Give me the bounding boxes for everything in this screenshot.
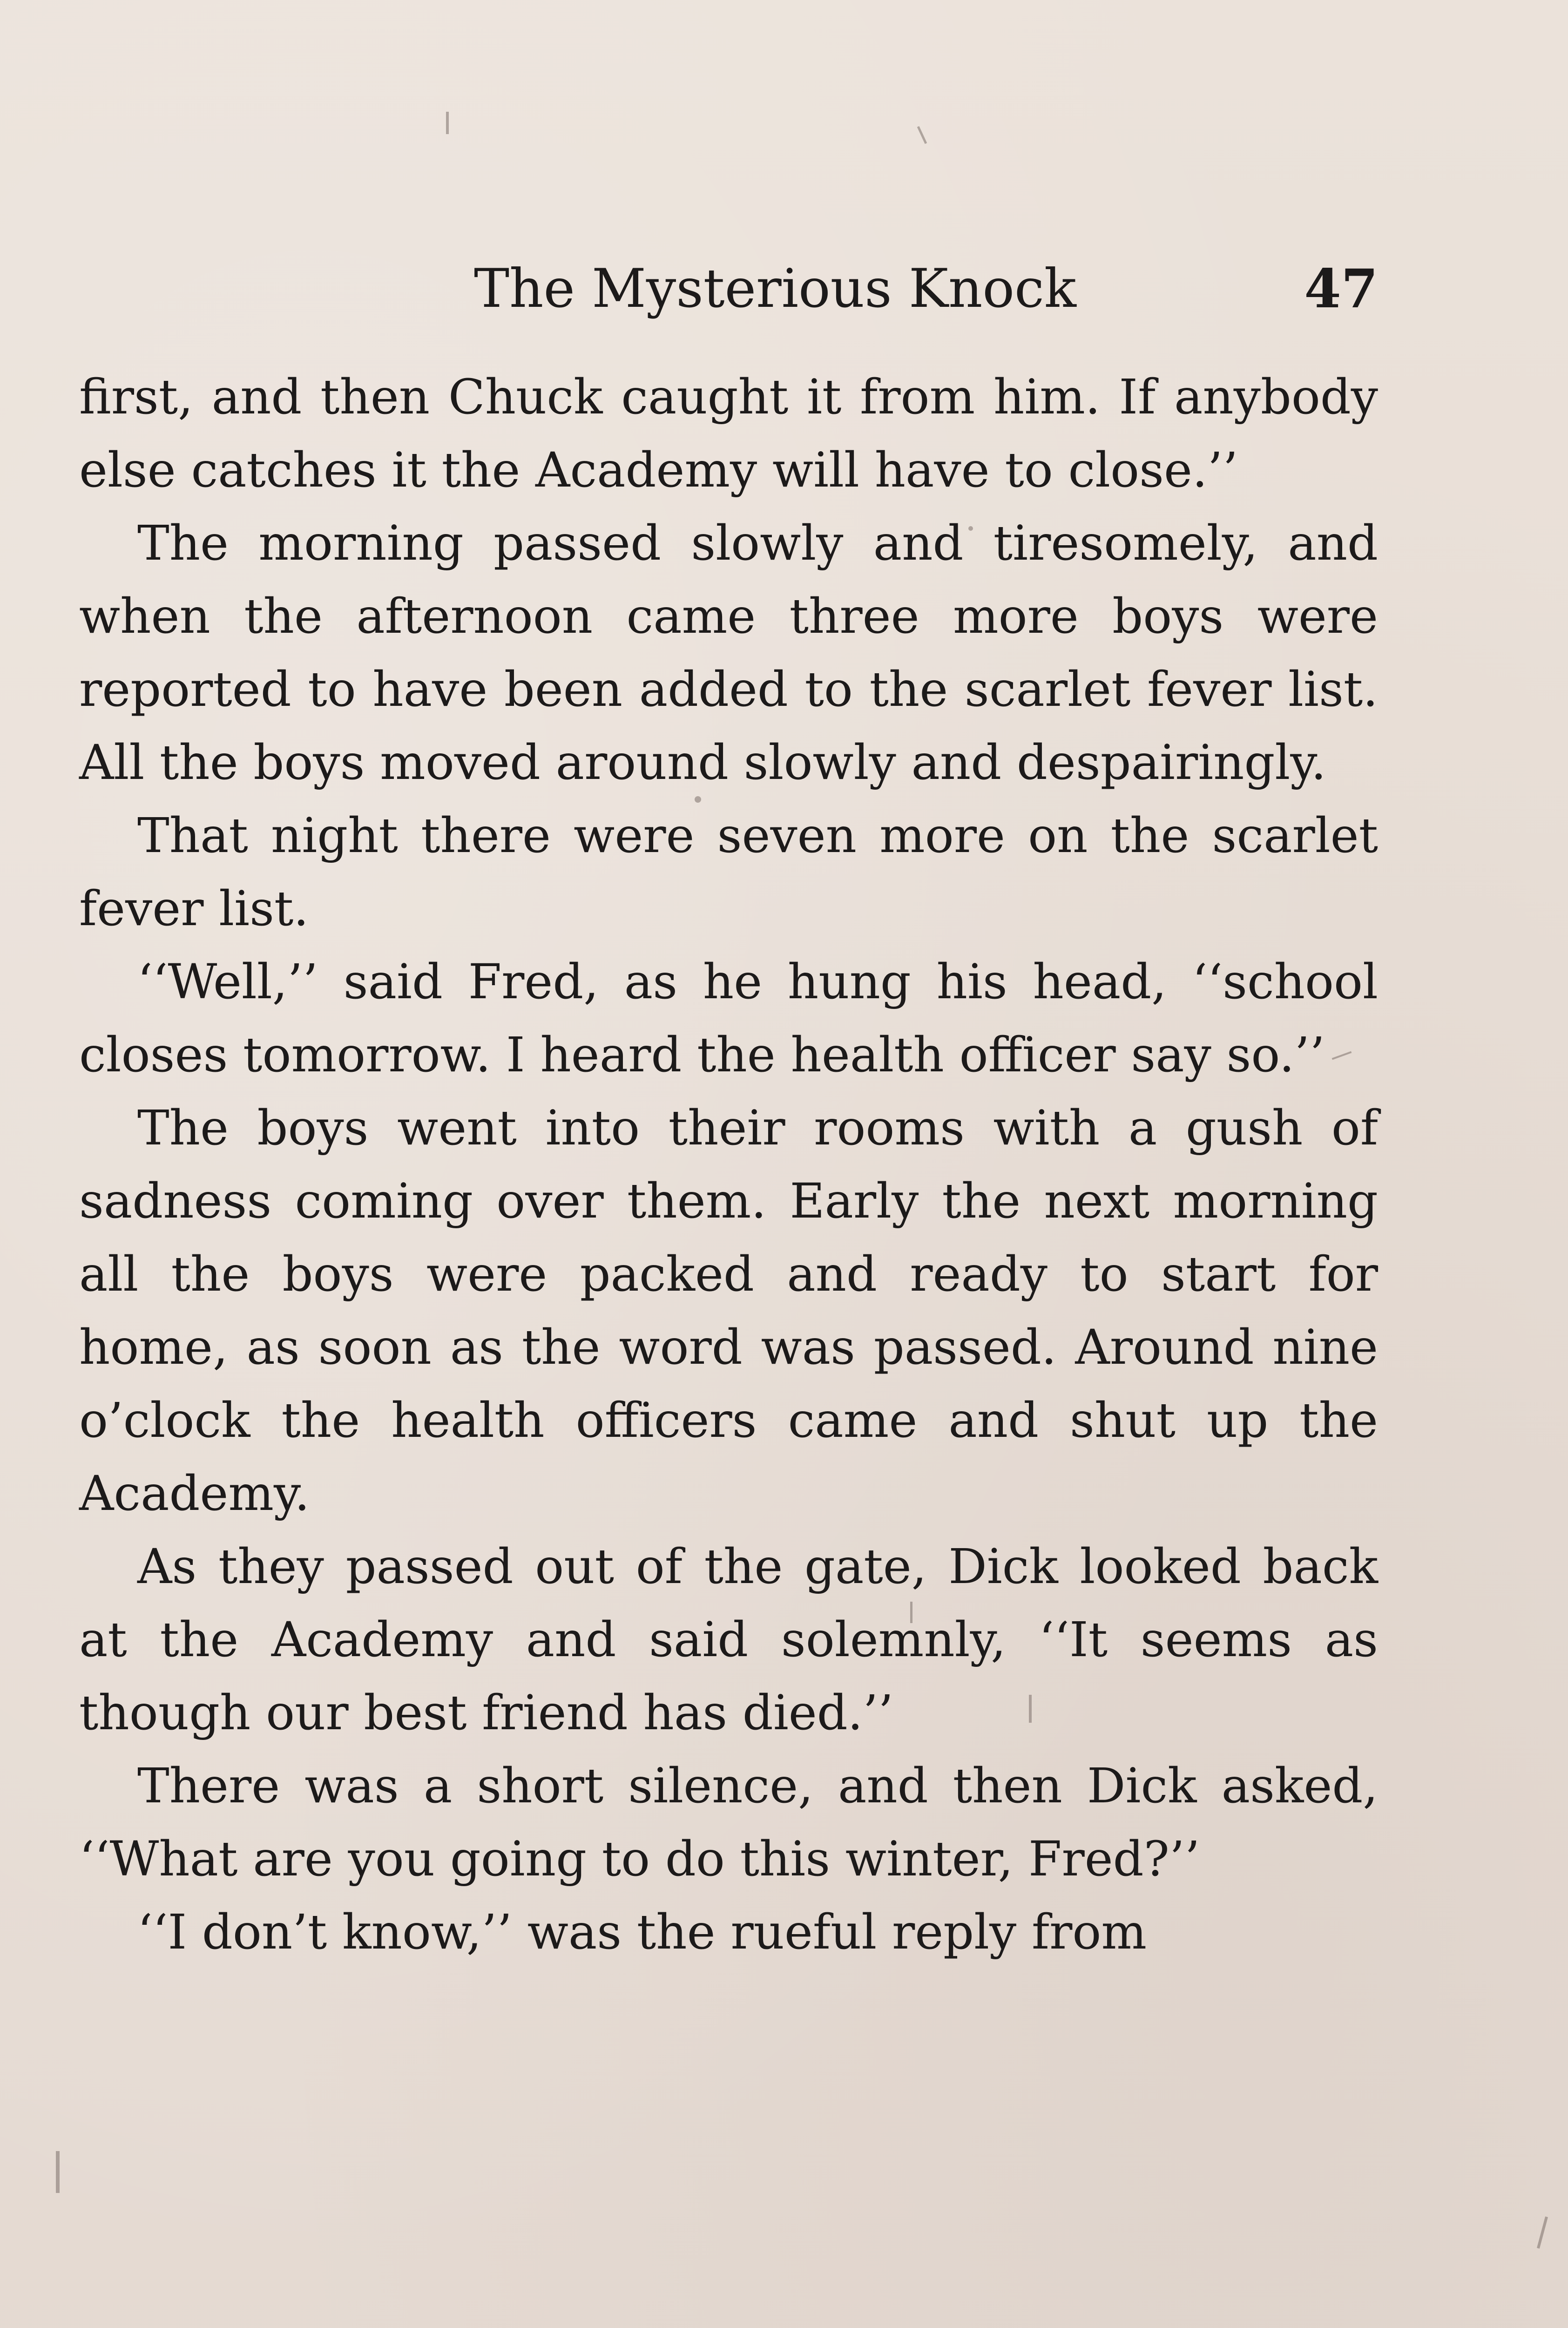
running-title: The Mysterious Knock bbox=[474, 257, 1076, 319]
paper-fleck bbox=[1537, 2216, 1548, 2248]
paper-fleck bbox=[917, 126, 927, 144]
body-text bbox=[79, 361, 1378, 1969]
paragraph: That night there were seven more on the scarlet fever list. bbox=[79, 808, 1378, 937]
paragraph: ‘‘I don’t know,’’ was the rueful reply from bbox=[137, 1904, 1147, 1960]
paragraph: The morning passed slowly and tiresomely, and when the afternoon came three more boys were reported to have been added to the scarlet fever list. All the boys moved around slowly and despairingly. bbox=[79, 515, 1378, 791]
paragraph: There was a short silence, and then Dick asked, ‘‘What are you going to do this winter, Fred?’’ bbox=[79, 1758, 1378, 1887]
paragraph: ‘‘Well,’’ said Fred, as he hung his head, ‘‘school closes tomorrow. I heard the health officer say so.’’ bbox=[79, 954, 1378, 1083]
paper-fleck bbox=[56, 2151, 60, 2193]
paragraph: first, and then Chuck caught it from him. If anybody else catches it the Academy will have to close.’’ bbox=[79, 369, 1378, 498]
paragraph: The boys went into their rooms with a gush of sadness coming over them. Early the next morning all the boys were packed and ready to start for home, as soon as the word was passed. Around nine o’clock the health officers came and shut up the Academy. bbox=[79, 1100, 1378, 1522]
paper-fleck bbox=[446, 112, 449, 134]
paragraph: As they passed out of the gate, Dick looked back at the Academy and said solemnly, ‘‘It seems as though our best friend has died.’’ bbox=[79, 1539, 1378, 1741]
running-header bbox=[79, 254, 1378, 324]
page-number: 47 bbox=[1304, 257, 1378, 320]
